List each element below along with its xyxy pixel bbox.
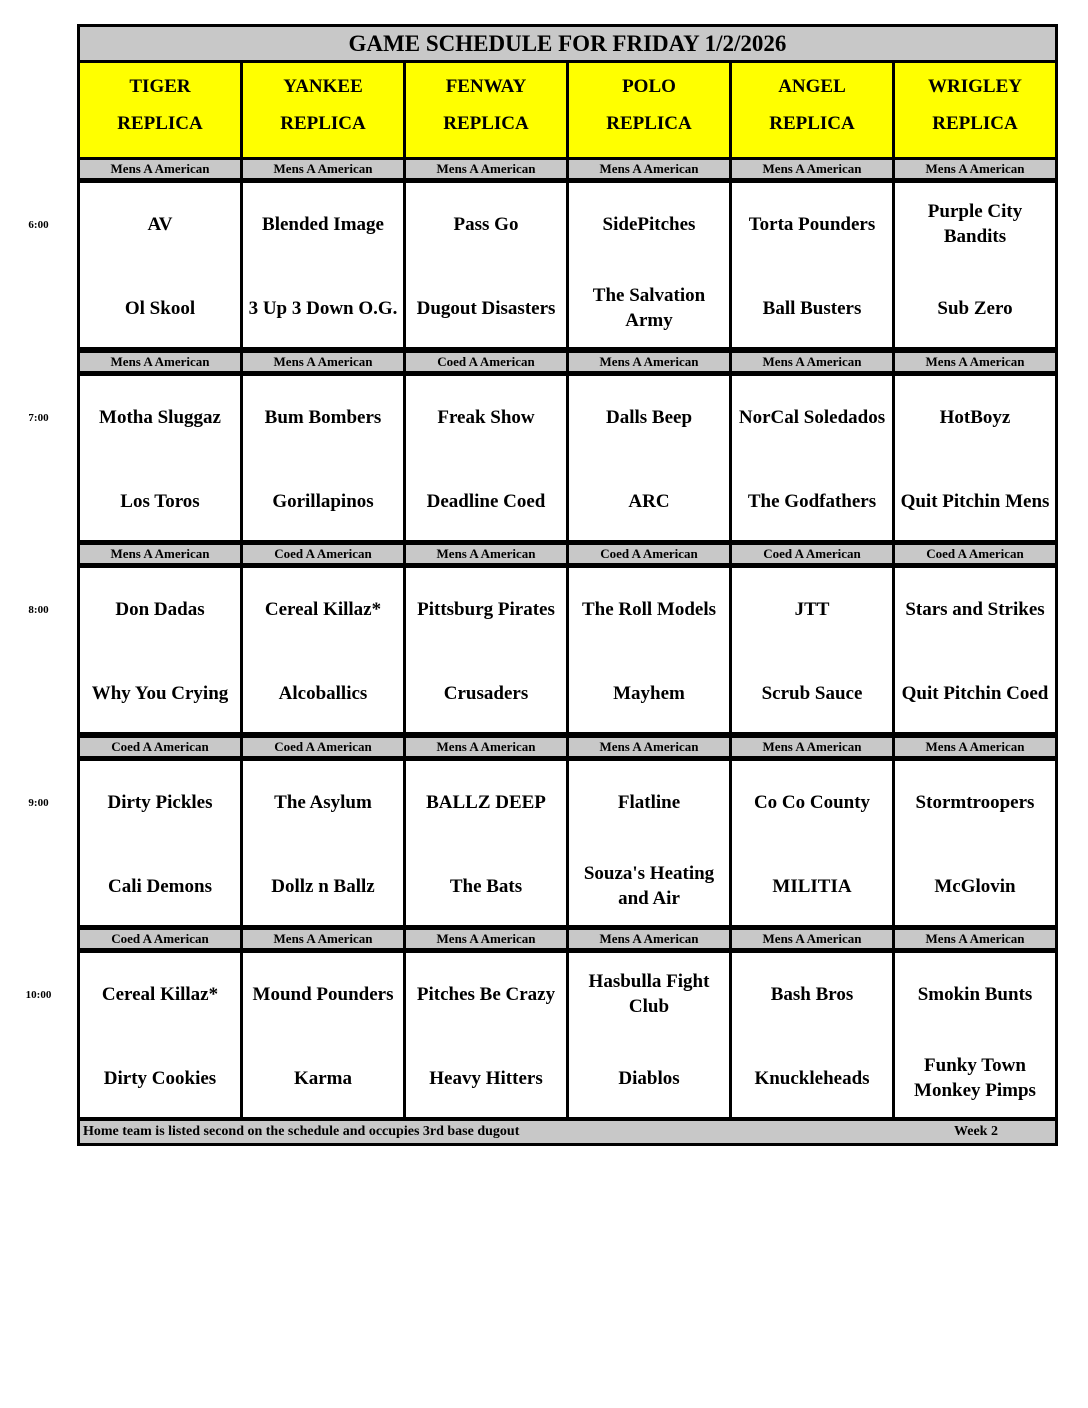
time-label: 8:00 bbox=[28, 604, 49, 616]
game-cell bbox=[895, 761, 1055, 925]
field-subtitle: REPLICA bbox=[606, 113, 692, 134]
division-label: Mens A American bbox=[80, 160, 240, 178]
away-team: Smokin Bunts bbox=[917, 983, 1033, 1005]
field-subtitle: REPLICA bbox=[443, 113, 529, 134]
home-team: Gorillapinos bbox=[272, 490, 374, 512]
division-label: Mens A American bbox=[895, 353, 1055, 371]
home-team: Los Toros bbox=[120, 490, 200, 512]
week-label: Week 2 bbox=[954, 1124, 998, 1139]
away-team: AV bbox=[147, 213, 173, 235]
away-team: Mound Pounders bbox=[252, 983, 394, 1005]
game-cell bbox=[80, 376, 240, 540]
away-team: Cereal Killaz* bbox=[264, 598, 382, 620]
division-label: Coed A American bbox=[895, 545, 1055, 563]
home-team: Crusaders bbox=[443, 682, 529, 704]
division-label: Mens A American bbox=[80, 353, 240, 371]
home-team: Cali Demons bbox=[108, 875, 212, 897]
game-cell bbox=[80, 568, 240, 732]
game-cell bbox=[243, 183, 403, 347]
division-label: Mens A American bbox=[895, 738, 1055, 756]
field-name: TIGER bbox=[129, 76, 191, 97]
away-team: Cereal Killaz* bbox=[101, 983, 219, 1005]
away-team: HotBoyz bbox=[939, 406, 1011, 428]
away-team: Motha Sluggaz bbox=[99, 406, 221, 428]
division-label: Mens A American bbox=[243, 353, 403, 371]
field-name: ANGEL bbox=[778, 76, 846, 97]
away-team: Purple City Bandits bbox=[927, 201, 1023, 247]
away-team: Bash Bros bbox=[770, 983, 854, 1005]
time-label: 10:00 bbox=[25, 989, 52, 1001]
home-team: Scrub Sauce bbox=[761, 682, 863, 704]
division-label: Mens A American bbox=[569, 738, 729, 756]
division-label: Coed A American bbox=[80, 930, 240, 948]
field-name: POLO bbox=[622, 76, 676, 97]
division-label: Mens A American bbox=[569, 353, 729, 371]
home-team: Alcoballics bbox=[278, 682, 368, 704]
game-cell bbox=[569, 376, 729, 540]
field-subtitle: REPLICA bbox=[280, 113, 366, 134]
away-team: Dirty Pickles bbox=[107, 791, 213, 813]
game-cell bbox=[406, 761, 566, 925]
time-label: 7:00 bbox=[28, 412, 49, 424]
division-label: Mens A American bbox=[243, 160, 403, 178]
away-team: Stormtroopers bbox=[915, 791, 1035, 813]
game-cell bbox=[569, 568, 729, 732]
away-team: Torta Pounders bbox=[748, 213, 876, 235]
home-team: Dirty Cookies bbox=[103, 1067, 217, 1089]
division-label: Coed A American bbox=[80, 738, 240, 756]
home-team: Karma bbox=[293, 1067, 353, 1089]
away-team: Dalls Beep bbox=[605, 406, 693, 428]
home-team: Heavy Hitters bbox=[429, 1067, 543, 1089]
game-cell bbox=[406, 376, 566, 540]
division-label: Coed A American bbox=[732, 545, 892, 563]
home-team: The Godfathers bbox=[747, 490, 877, 512]
division-label: Coed A American bbox=[569, 545, 729, 563]
game-cell bbox=[243, 568, 403, 732]
home-team: Ol Skool bbox=[124, 297, 196, 319]
schedule-table bbox=[77, 24, 1058, 1146]
home-team: ARC bbox=[628, 490, 670, 512]
away-team: Pitches Be Crazy bbox=[416, 983, 556, 1005]
field-subtitle: REPLICA bbox=[769, 113, 855, 134]
game-cell bbox=[569, 953, 729, 1117]
game-cell bbox=[243, 376, 403, 540]
division-label: Mens A American bbox=[406, 545, 566, 563]
game-cell bbox=[895, 953, 1055, 1117]
division-label: Mens A American bbox=[569, 160, 729, 178]
away-team: Pittsburg Pirates bbox=[417, 598, 555, 620]
division-label: Mens A American bbox=[732, 930, 892, 948]
home-team: Diablos bbox=[618, 1067, 680, 1089]
time-label: 9:00 bbox=[28, 797, 49, 809]
home-team: Deadline Coed bbox=[426, 490, 546, 512]
division-label: Mens A American bbox=[406, 738, 566, 756]
division-label: Coed A American bbox=[243, 545, 403, 563]
home-team: Knuckleheads bbox=[754, 1067, 870, 1089]
game-cell bbox=[895, 568, 1055, 732]
field-name: FENWAY bbox=[445, 76, 527, 97]
game-cell bbox=[243, 761, 403, 925]
game-cell bbox=[732, 761, 892, 925]
division-label: Mens A American bbox=[732, 160, 892, 178]
schedule-footer bbox=[80, 1121, 1055, 1143]
division-label: Mens A American bbox=[243, 930, 403, 948]
division-label: Mens A American bbox=[406, 930, 566, 948]
home-team: Dollz n Ballz bbox=[271, 875, 375, 897]
home-team: Ball Busters bbox=[762, 297, 862, 319]
away-team: The Asylum bbox=[274, 791, 372, 813]
field-header-tiger bbox=[80, 63, 240, 157]
away-team: The Roll Models bbox=[581, 598, 717, 620]
away-team: Stars and Strikes bbox=[905, 598, 1045, 620]
division-label: Mens A American bbox=[732, 738, 892, 756]
game-cell bbox=[80, 761, 240, 925]
field-header-wrigley bbox=[895, 63, 1055, 157]
field-subtitle: REPLICA bbox=[932, 113, 1018, 134]
away-team: JTT bbox=[794, 598, 830, 620]
division-label: Mens A American bbox=[80, 545, 240, 563]
game-cell bbox=[569, 183, 729, 347]
away-team: Pass Go bbox=[453, 213, 519, 235]
game-cell bbox=[80, 183, 240, 347]
home-team: The Bats bbox=[449, 875, 523, 897]
away-team: BALLZ DEEP bbox=[426, 791, 546, 813]
division-label: Coed A American bbox=[406, 353, 566, 371]
away-team: Bum Bombers bbox=[264, 406, 382, 428]
game-cell bbox=[732, 376, 892, 540]
home-team: 3 Up 3 Down O.G. bbox=[248, 297, 398, 319]
schedule-title: GAME SCHEDULE FOR FRIDAY 1/2/2026 bbox=[80, 27, 1055, 60]
home-team: Quit Pitchin Coed bbox=[901, 682, 1049, 704]
game-cell bbox=[895, 183, 1055, 347]
division-label: Mens A American bbox=[569, 930, 729, 948]
game-cell bbox=[406, 183, 566, 347]
field-header-fenway bbox=[406, 63, 566, 157]
home-team: Mayhem bbox=[613, 682, 685, 704]
field-subtitle: REPLICA bbox=[117, 113, 203, 134]
field-header-yankee bbox=[243, 63, 403, 157]
home-team: Why You Crying bbox=[91, 682, 229, 704]
home-team: Souza's Heating and Air bbox=[583, 863, 715, 909]
game-cell bbox=[895, 376, 1055, 540]
home-team: McGlovin bbox=[934, 875, 1016, 897]
division-label: Mens A American bbox=[895, 930, 1055, 948]
away-team: Freak Show bbox=[437, 406, 535, 428]
game-cell bbox=[80, 953, 240, 1117]
home-team: MILITIA bbox=[772, 875, 852, 897]
away-team: Blended Image bbox=[262, 213, 384, 235]
away-team: Don Dadas bbox=[115, 598, 205, 620]
field-name: WRIGLEY bbox=[928, 76, 1022, 97]
game-cell bbox=[406, 568, 566, 732]
home-team: Dugout Disasters bbox=[416, 297, 556, 319]
division-label: Mens A American bbox=[406, 160, 566, 178]
field-header-angel bbox=[732, 63, 892, 157]
game-cell bbox=[243, 953, 403, 1117]
game-cell bbox=[406, 953, 566, 1117]
game-cell bbox=[569, 761, 729, 925]
home-team: Quit Pitchin Mens bbox=[900, 490, 1050, 512]
division-label: Mens A American bbox=[895, 160, 1055, 178]
game-cell bbox=[732, 953, 892, 1117]
time-label: 6:00 bbox=[28, 219, 49, 231]
field-name: YANKEE bbox=[283, 76, 363, 97]
game-cell bbox=[732, 183, 892, 347]
away-team: NorCal Soledados bbox=[738, 406, 886, 428]
footer-note: Home team is listed second on the schedule and occupies 3rd base dugout bbox=[83, 1124, 520, 1139]
field-header-polo bbox=[569, 63, 729, 157]
division-label: Coed A American bbox=[243, 738, 403, 756]
away-team: Flatline bbox=[617, 791, 681, 813]
away-team: Co Co County bbox=[753, 791, 871, 813]
away-team: SidePitches bbox=[602, 213, 696, 235]
home-team: The Salvation Army bbox=[592, 285, 706, 331]
home-team: Funky Town Monkey Pimps bbox=[914, 1055, 1036, 1101]
division-label: Mens A American bbox=[732, 353, 892, 371]
game-cell bbox=[732, 568, 892, 732]
away-team: Hasbulla Fight Club bbox=[588, 971, 710, 1017]
home-team: Sub Zero bbox=[937, 297, 1013, 319]
